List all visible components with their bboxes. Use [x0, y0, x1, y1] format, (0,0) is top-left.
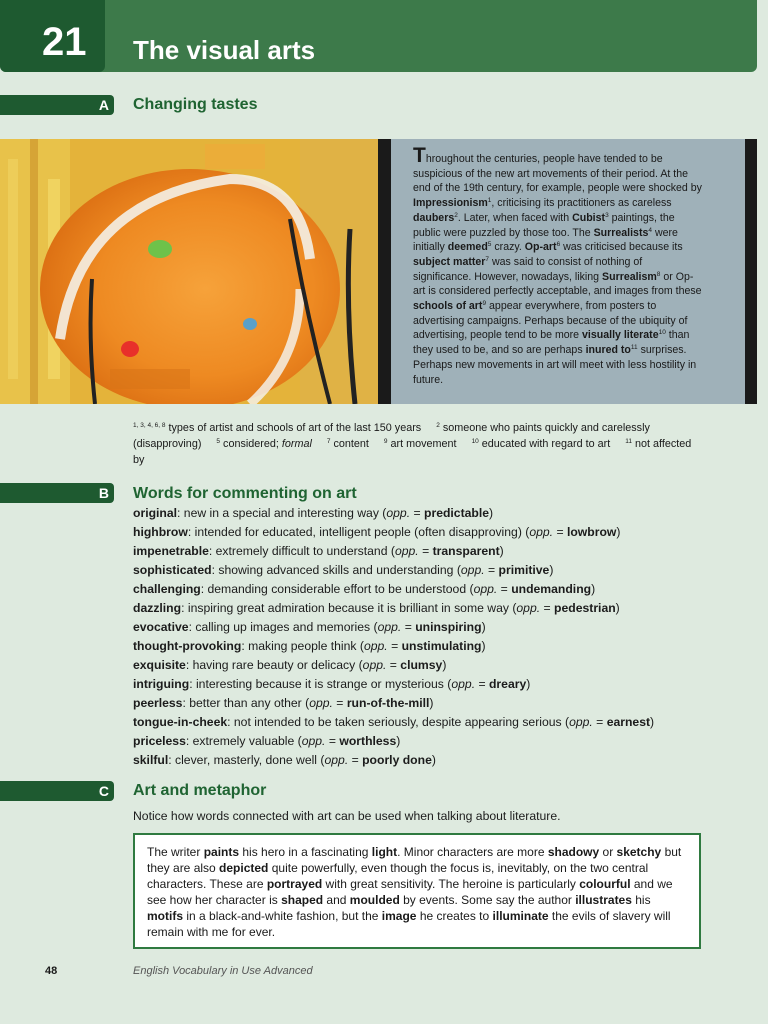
- key-term: schools of art: [413, 300, 483, 313]
- section-a-heading: Changing tastes: [133, 96, 258, 113]
- word-entry: dazzling: inspiring great admiration because it is brilliant in some way (opp. = pedestrian): [133, 601, 620, 615]
- passage-segment: was criticised because its: [560, 241, 683, 254]
- footnote-ref: 2: [454, 211, 458, 219]
- dropcap: T: [413, 144, 426, 167]
- key-term: paints: [203, 845, 240, 859]
- word-opposite: pedestrian: [554, 601, 616, 615]
- word-opposite: undemanding: [511, 582, 592, 596]
- box-segment: and: [323, 893, 350, 907]
- word-term: sophisticated: [133, 563, 212, 577]
- key-term: subject matter: [413, 255, 486, 268]
- word-entry: sophisticated: showing advanced skills and understanding (opp. = primitive): [133, 563, 554, 577]
- key-term: illuminate: [492, 909, 549, 923]
- box-segment: or: [599, 845, 617, 859]
- opp-label: opp.: [386, 506, 411, 520]
- word-term: original: [133, 506, 178, 520]
- section-b-tab: [0, 483, 114, 503]
- section-c-heading: Art and metaphor: [133, 782, 267, 799]
- footnote-ref: 4: [648, 226, 652, 234]
- word-opposite: dreary: [488, 677, 527, 691]
- word-term: peerless: [133, 696, 183, 710]
- box-segment: in a black-and-white fashion, but the: [183, 909, 382, 923]
- footnote-ref: 7: [485, 255, 490, 263]
- section-c-intro: Notice how words connected with art can be used when talking about literature.: [133, 809, 561, 823]
- word-term: impenetrable: [133, 544, 209, 558]
- opp-label: opp.: [569, 715, 593, 729]
- key-term: Op-art: [524, 241, 557, 254]
- footnote-item: [133, 422, 421, 434]
- example-box: [133, 833, 701, 949]
- passage-segment: was said to consist of nothing of significance. However, nowadays, liking: [413, 255, 643, 283]
- word-opposite: primitive: [498, 563, 550, 577]
- key-term: portrayed: [266, 877, 323, 891]
- opp-label: opp.: [309, 696, 333, 710]
- footnote-text: art movement: [390, 438, 457, 450]
- word-opposite: run-of-the-mill: [346, 696, 430, 710]
- word-entry: challenging: demanding considerable effort to be understood (opp. = undemanding): [133, 582, 596, 596]
- key-term: inured to: [585, 344, 631, 357]
- section-c-letter: C: [98, 783, 109, 799]
- section-a-tab: [0, 95, 114, 115]
- word-entry: original: new in a special and interesting way (opp. = predictable): [133, 506, 494, 520]
- word-term: intriguing: [133, 677, 190, 691]
- opp-label: opp.: [363, 639, 388, 653]
- word-term: skilful: [133, 753, 169, 767]
- word-entry: peerless: better than any other (opp. = run-of-the-mill): [133, 696, 434, 710]
- key-term: daubers: [413, 211, 455, 224]
- footnote-ref: 5: [487, 241, 492, 249]
- passage-segment: were initially: [413, 226, 678, 254]
- word-definition: making people think: [248, 639, 357, 653]
- footnote-ref: 11: [630, 344, 638, 352]
- box-segment: and we see how her character is: [147, 877, 673, 907]
- section-b-letter: B: [98, 485, 109, 501]
- book-title: English Vocabulary in Use Advanced: [133, 965, 313, 977]
- section-a-letter: A: [98, 97, 109, 113]
- footnote-number: 7: [326, 438, 331, 445]
- footnote-number: 10: [471, 438, 479, 445]
- footnote-number: 9: [383, 438, 388, 445]
- word-term: highbrow: [133, 525, 188, 539]
- passage-segment: appear everywhere, from posters to advertising campaigns. Perhaps because of the ubiquity of advertising, people tend to be more: [413, 300, 688, 342]
- key-term: deemed: [447, 241, 488, 254]
- box-segment: his: [631, 893, 651, 907]
- key-term: moulded: [349, 893, 400, 907]
- box-segment: the evils of slavery will remain with me for ever.: [147, 909, 671, 939]
- footnote-ref: 9: [482, 300, 487, 308]
- opp-label: opp.: [460, 563, 485, 577]
- section-b-heading: Words for commenting on art: [133, 485, 357, 502]
- word-entry: impenetrable: extremely difficult to understand (opp. = transparent): [133, 544, 504, 558]
- footnote-item: [384, 438, 457, 450]
- footnote-item: [327, 438, 369, 450]
- word-opposite: uninspiring: [415, 620, 482, 634]
- key-term: motifs: [147, 909, 183, 923]
- word-opposite: poorly done: [362, 753, 432, 767]
- passage-segment: , criticising its practitioners as careless: [491, 197, 672, 210]
- footnote-number: 11: [625, 438, 632, 445]
- footnote-register: formal: [281, 438, 312, 450]
- box-segment: The writer: [147, 845, 204, 859]
- key-term: shaped: [281, 893, 324, 907]
- word-definition: new in a special and interesting way: [183, 506, 379, 520]
- word-opposite: predictable: [424, 506, 490, 520]
- unit-number: 21: [42, 20, 87, 64]
- word-entry: highbrow: intended for educated, intelligent people (often disapproving) (opp. = lowbrow): [133, 525, 621, 539]
- word-definition: demanding considerable effort to be understood: [207, 582, 467, 596]
- key-term: image: [381, 909, 417, 923]
- footnote-ref: 10: [658, 329, 666, 337]
- word-definition: better than any other: [189, 696, 302, 710]
- word-opposite: unstimulating: [401, 639, 482, 653]
- word-entry: priceless: extremely valuable (opp. = worthless): [133, 734, 401, 748]
- key-term: depicted: [219, 861, 269, 875]
- passage-segment: surprises. Perhaps new movements in art will meet with less hostility in future.: [413, 344, 697, 386]
- word-entry: tongue-in-cheek: not intended to be taken seriously, despite appearing serious (opp. = earnest): [133, 715, 655, 729]
- word-definition: clever, masterly, done well: [175, 753, 318, 767]
- word-opposite: worthless: [339, 734, 397, 748]
- word-entry: intriguing: interesting because it is strange or mysterious (opp. = dreary): [133, 677, 531, 691]
- passage-segment: hroughout the centuries, people have tended to be suspicious of the new art movements of their period. At the end of the 19th century, for example, people were shocked by: [413, 153, 702, 195]
- word-term: exquisite: [133, 658, 186, 672]
- box-segment: his hero in a fascinating: [239, 845, 372, 859]
- word-opposite: transparent: [432, 544, 500, 558]
- footnote-text: content: [333, 438, 369, 450]
- word-opposite: clumsy: [400, 658, 443, 672]
- box-segment: but they are also: [147, 845, 682, 875]
- passage-segment: than they used to be, and so are perhaps: [413, 329, 690, 357]
- passage-segment: . Later, when faced with: [457, 211, 573, 224]
- word-definition: calling up images and memories: [195, 620, 371, 634]
- box-segment: he creates to: [416, 909, 493, 923]
- painting-image: [0, 139, 378, 404]
- footnote-text: considered;: [223, 438, 282, 450]
- box-segment: with great sensitivity. The heroine is particularly: [322, 877, 580, 891]
- key-term: shadowy: [547, 845, 600, 859]
- opp-label: opp.: [473, 582, 498, 596]
- key-term: Cubist: [572, 211, 606, 224]
- footnote-number: 1, 3, 4, 6, 8: [133, 422, 166, 429]
- footnote-number: 2: [436, 422, 440, 429]
- opp-label: opp.: [377, 620, 402, 634]
- word-definition: not intended to be taken seriously, despite appearing serious: [233, 715, 562, 729]
- key-term: Surrealists: [593, 226, 649, 239]
- passage-segment: crazy.: [491, 241, 525, 254]
- key-term: sketchy: [616, 845, 662, 859]
- word-list: [133, 504, 743, 770]
- opp-label: opp.: [301, 734, 326, 748]
- passage-segment: paintings, the public were puzzled by those too. The: [413, 211, 675, 239]
- opp-label: opp.: [516, 601, 541, 615]
- word-term: dazzling: [133, 601, 182, 615]
- word-definition: interesting because it is strange or mysterious: [195, 677, 444, 691]
- panel-divider: [378, 139, 391, 404]
- opp-label: opp.: [362, 658, 387, 672]
- footnote-ref: 1: [487, 197, 492, 205]
- page-number: 48: [45, 965, 58, 977]
- key-term: visually literate: [582, 329, 659, 342]
- word-definition: intended for educated, intelligent people (often disapproving): [194, 525, 522, 539]
- word-term: evocative: [133, 620, 189, 634]
- key-term: Impressionism: [413, 197, 488, 210]
- word-definition: inspiring great admiration because it is brilliant in some way: [187, 601, 509, 615]
- footnote-item: [472, 438, 611, 450]
- word-definition: having rare beauty or delicacy: [192, 658, 356, 672]
- footnote-text: not affected by: [133, 438, 692, 466]
- footnote-number: 5: [216, 438, 221, 445]
- word-opposite: lowbrow: [566, 525, 617, 539]
- opp-label: opp.: [451, 677, 476, 691]
- footnote-item: [216, 438, 311, 450]
- word-definition: extremely difficult to understand: [215, 544, 388, 558]
- box-segment: . Minor characters are more: [397, 845, 548, 859]
- word-entry: thought-provoking: making people think (opp. = unstimulating): [133, 639, 486, 653]
- passage-text: [413, 144, 703, 387]
- unit-title: The visual arts: [133, 35, 316, 65]
- unit-number-box: [0, 0, 105, 72]
- box-segment: quite powerfully, even though the focus is, inevitably, on the two central characters. These are: [147, 861, 649, 891]
- footnote-text: types of artist and schools of art of the last 150 years: [168, 422, 422, 434]
- word-term: tongue-in-cheek: [133, 715, 228, 729]
- word-term: thought-provoking: [133, 639, 242, 653]
- key-term: colourful: [579, 877, 631, 891]
- opp-label: opp.: [394, 544, 419, 558]
- word-definition: extremely valuable: [192, 734, 295, 748]
- footnote-ref: 8: [656, 270, 661, 278]
- section-c-tab: [0, 781, 114, 801]
- opp-label: opp.: [324, 753, 349, 767]
- word-term: priceless: [133, 734, 186, 748]
- key-term: Surrealism: [602, 270, 657, 283]
- opp-label: opp.: [529, 525, 554, 539]
- footnote-ref: 3: [605, 211, 609, 219]
- key-term: illustrates: [575, 893, 632, 907]
- word-entry: evocative: calling up images and memories (opp. = uninspiring): [133, 620, 486, 634]
- word-definition: showing advanced skills and understanding: [218, 563, 454, 577]
- word-entry: skilful: clever, masterly, done well (opp. = poorly done): [133, 753, 436, 767]
- word-term: challenging: [133, 582, 201, 596]
- word-entry: exquisite: having rare beauty or delicacy (opp. = clumsy): [133, 658, 447, 672]
- panel-edge: [745, 139, 757, 404]
- footnote-text: someone who paints quickly and carelessly (disapproving): [133, 422, 650, 450]
- passage-segment: or Op-art is considered perfectly acceptable, and images from these: [413, 270, 702, 298]
- footnote-text: educated with regard to art: [481, 438, 611, 450]
- box-segment: by events. Some say the author: [399, 893, 576, 907]
- key-term: light: [371, 845, 398, 859]
- word-opposite: earnest: [606, 715, 651, 729]
- footnotes: [133, 420, 713, 468]
- footnote-ref: 6: [556, 241, 561, 249]
- unit-header: [0, 0, 757, 72]
